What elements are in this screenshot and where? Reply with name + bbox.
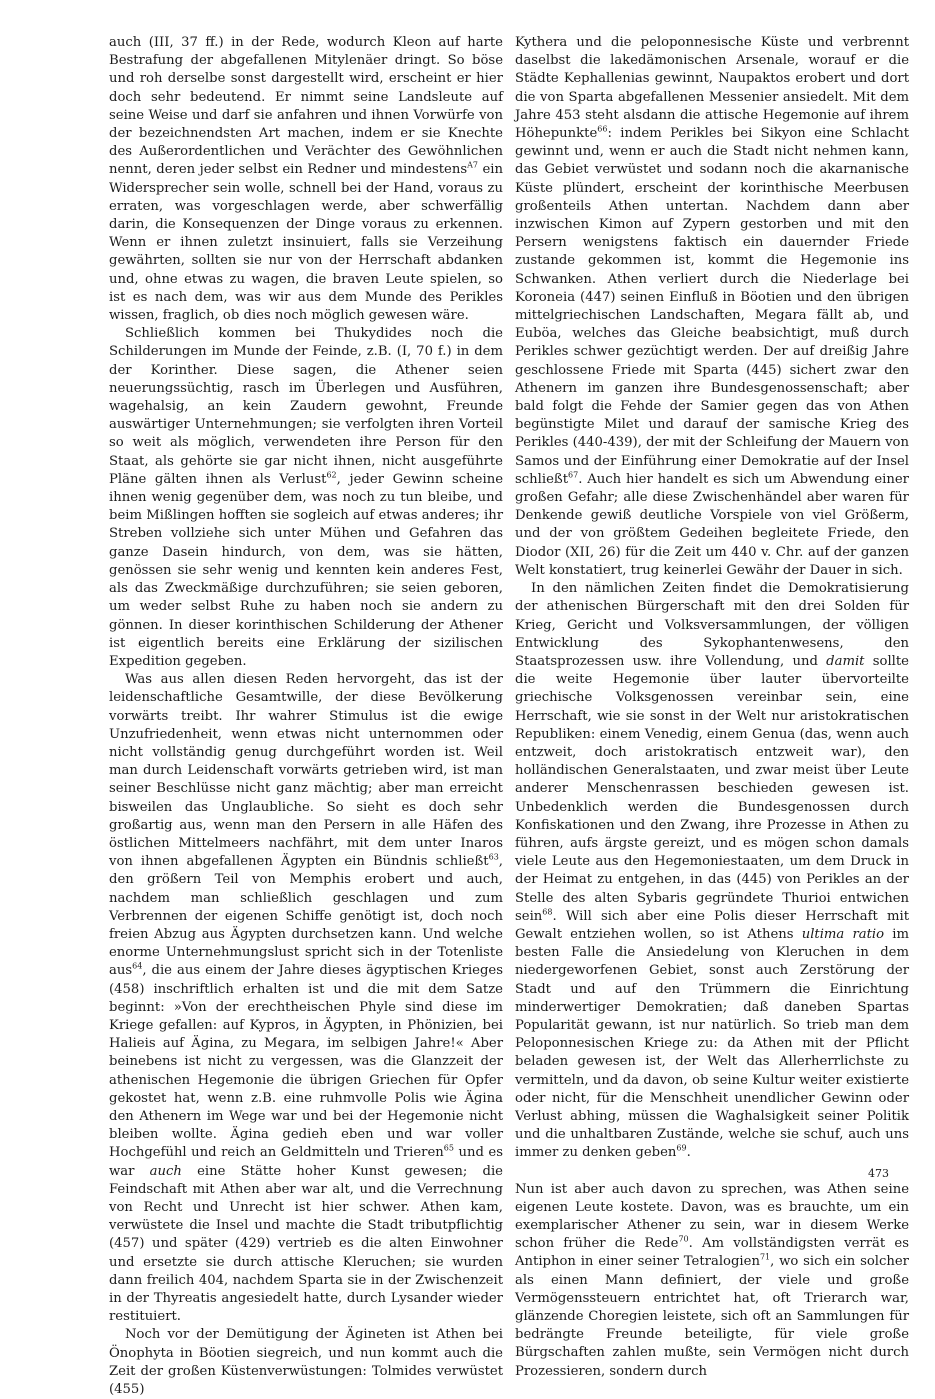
right-column (515, 34, 909, 1381)
text-run: Nun ist aber auch davon zu sprechen, was Athen seine eigenen Leute kostete. Davon, was es brauchte, um ein exemplarischer Athener zu sein, war in diesem Werke schon früher die Rede (515, 1181, 909, 1252)
footnote-marker: 71 (759, 1253, 771, 1263)
footnote-marker: 67 (568, 470, 579, 480)
footnote-marker: 63 (488, 852, 499, 862)
footnote-marker: 70 (678, 1234, 689, 1244)
text-run: im besten Falle die Ansiedelung von Kleruchen in dem niedergeworfenen Gebiet, sonst auch Zerstörung der Stadt und auf den Trümmern die Einrichtung minderwertiger Demokratien; daß daneben Spartas Popularität gewann, ist nur natürlich. So trieb man dem Peloponnesischen Kriege zu: da Athen mit der Pflicht beladen gewesen ist, der Welt das Allerherrlichste zu vermitteln, und da davon, ob seine Kultur weiter existierte oder nicht, für die Menschheit unendlicher Gewinn oder Verlust abhing, müssen die Waghalsigkeit seiner Politik und die unhaltbaren Zustände, welche sie schuf, auch uns immer zu denken geben (515, 926, 910, 1161)
left-column (109, 34, 503, 1399)
text-run: . Am vollständigsten verrät es Antiphon in einer seiner Tetralogien (515, 1236, 909, 1270)
paragraph (515, 1181, 909, 1381)
paragraph (109, 34, 503, 325)
text-run: eine Stätte hoher Kunst gewesen; die Feindschaft mit Athen aber war alt, und die Verrechnung von Recht und Unrecht ist hier schwer. Athen kam, verwüstete die Insel und machte die Stadt tributpflichtig (457) und später (429) vertrieb es die alten Einwohner und ersetzte sie durch attische Kleruchen; sie wurden dann freilich 404, nachdem Sparta sie in der Zwischenzeit in der Thyreatis angesiedelt hatte, durch Lysander wieder restituiert. (109, 1163, 503, 1325)
footnote-marker: 69 (676, 1144, 687, 1153)
text-run: sollte die weite Hegemonie über lauter übervorteilte griechische Volksgenossen vereinbar sein, eine Herrschaft, wie sie sonst in der Welt nur aristokratischen Republiken: einem Venedig, einem Genua (das, wenn auch entzweit, doch aristokratisch entzweit war), den holländischen Generalstaaten, und zwar meist über Leute anderer Menschenrassen beschieden gewesen ist. Unbedenklich werden die Bundesgenossen durch Konfiskationen und den Zwang, ihre Prozesse in Athen zu führen, aufs ärgste gereizt, und es mögen schon damals viele Leute aus den Hegemoniestaaten, um dem Druck in der Heimat zu entgehen, in das (445) von Perikles an der Stelle des alten Sybaris gegründete Thurioi entwichen sein (515, 653, 909, 924)
text-run: . (686, 1145, 691, 1161)
footnote-marker: 62 (326, 470, 337, 480)
text-run: , jeder Gewinn scheine ihnen wenig gegenüber dem, was noch zu tun bleibe, und beim Mißlingen hofften sie sogleich auf etwas anderes; ihr Streben vollziehe sich unter Mühen und Gefahren das ganze Dasein hindurch, von dem, was sie hätten, genössen sie sehr wenig und kennten kein anderes Fest, als das Zweckmäßige durchzuführen; sie seien geboren, um weder selbst Ruhe zu haben noch sie andern zu gönnen. In dieser korinthischen Schilderung der Athener ist eigentlich bereits eine Erklärung der sizilischen Expedition gegeben. (109, 471, 503, 669)
emphasis-text: ultima ratio (801, 926, 885, 942)
text-run: . Auch hier handelt es sich um Abwendung einer großen Gefahr; alle diese Zwischenhändel aber waren für Denkende gewiß deutliche Vorspiele von viel Größerm, und der von größtem Gedeihen begleitete Friede, den Diodor (XII, 26) für die Zeit um 440 v. Chr. auf der ganzen Welt konstatiert, trug keinerlei Gewähr der Dauer in sich. (515, 471, 909, 578)
paragraph (109, 1326, 503, 1399)
text-run: Was aus allen diesen Reden hervorgeht, das ist der leidenschaftliche Gesamtwille, der diese Bevölkerung vorwärts treibt. Ihr wahrer Stimulus ist die ewige Unzufriedenheit, wenn etwas nicht unternommen oder nicht vollständig genug durchgeführt worden ist. Weil man durch Leidenschaft vorwärts getrieben wird, ist man seiner Beschlüsse nicht ganz mächtig; aber man erreicht bisweilen das Unglaubliche. So sieht es doch sehr großartig aus, wenn man den Persern in alle Häfen des östlichen Mittelmeers nachfährt, mit dem unter Inaros von ihnen abgefallenen Ägypten ein Bündnis schließt (109, 672, 503, 870)
text-run: Noch vor der Demütigung der Ägineten ist Athen bei Önophyta in Böotien siegreich, und nun kommt auch die Zeit der großen Küstenverwüstungen: Tolmides verwüstet (455) (109, 1327, 503, 1398)
page-number: 473 (868, 1167, 889, 1180)
text-run: In den nämlichen Zeiten findet die Demokratisierung der athenischen Bürgerschaft mit den drei Solden für Krieg, Gericht und Volksversammlungen, der völligen Entwicklung des Sykophantenwesens, den Staatsprozessen usw. ihre Vollendung, und (515, 581, 909, 669)
text-run: Kythera und die peloponnesische Küste und verbrennt daselbst die lakedämonischen Arsenale, worauf er die Städte Kephallenias gewinnt, Naupaktos erobert und dort die von Sparta abgefallenen Messenier ansiedelt. Mit dem Jahre 453 steht alsdann die attische Hegemonie auf ihrem Höhepunkte (515, 35, 909, 142)
paragraph (109, 325, 503, 671)
text-run: , wo sich ein solcher als einen Mann definiert, der viele und große Vermögenssteuern entrichtet hat, oft Trierarch war, glänzende Choregien leistete, sich oft an Sammlungen für bedrängte Freunde beteiligte, für viele große Bürgschaften zahlen mußte, sein Vermögen nicht durch Prozessieren, sondern durch (515, 1254, 909, 1379)
paragraph (515, 34, 909, 580)
emphasis-text: auch (149, 1163, 182, 1179)
footnote-marker: A7 (467, 161, 478, 171)
footnote-marker: 65 (443, 1144, 454, 1153)
text-run: auch (III, 37 ff.) in der Rede, wodurch Kleon auf harte Bestrafung der abgefallenen Mitylenäer dringt. So böse und roh derselbe sonst dargestellt wird, erscheint er hier doch sehr bedeutend. Er nimmt seine Landsleute auf seine Weise und darf sie anfahren und ihnen Vorwürfe von der bezeichnendsten Art machen, indem er sie Knechte des Außerordentlichen und Verächter des Gewöhnlichen nennt, deren jeder selbst ein Redner und mindestens (109, 35, 503, 178)
text-run: und es war (109, 1145, 503, 1179)
text-run: : indem Perikles bei Sikyon eine Schlacht gewinnt und, wenn er auch die Stadt nicht nehmen kann, das Gebiet verwüstet und sodann noch die akarnanische Küste plündert, erscheint der korinthische Meerbusen großenteils Athen untertan. Nachdem dann aber inzwischen Kimon auf Zypern gestorben und mit den Persern wenigstens faktisch ein dauernder Friede zustande gekommen ist, kommt die Hegemonie ins Schwanken. Athen verliert durch die Niederlage bei Koroneia (447) seinen Einfluß in Böotien und den übrigen mittelgriechischen Landschaften, Megara fällt ab, und Euböa, welches das Gleiche beabsichtigt, muß durch Perikles schwer gezüchtigt werden. Der auf dreißig Jahre geschlossene Friede mit Sparta (445) sichert zwar den Athenern im ganzen ihre Bundesgenossenschaft; aber bald folgt die Fehde der Samier gegen das von Athen begünstigte Milet und darauf der samische Krieg des Perikles (440-439), der mit der Schleifung der Mauern von Samos und der Einführung einer Demokratie auf der Insel schließt (515, 126, 909, 487)
text-run: , die aus einem der Jahre dieses ägyptischen Krieges (458) inschriftlich erhalten ist und die mit dem Satze beginnt: »Von der erechtheischen Phyle sind diese im Kriege gefallen: auf Kypros, in Ägypten, in Phönizien, bei Halieis auf Ägina, zu Megara, im selbigen Jahre!« Aber beinebens ist nicht zu vergessen, was die Glanzzeit der athenischen Hegemonie die übrigen Griechen für Opfer gekostet hat, wenn z.B. eine ruhmvolle Polis wie Ägina den Athenern im Wege war und bei der Hegemonie nicht bleiben wollte. Ägina gedieh eben und war voller Hochgefühl und reich an Geldmitteln und Trieren (109, 963, 503, 1161)
text-run: Schließlich kommen bei Thukydides noch die Schilderungen im Munde der Feinde, z.B. (I, 70 f.) in dem der Korinther. Diese sagen, die Athener seien neuerungssüchtig, rasch im Überlegen und Ausführen, wagehalsig, an kein Zaudern gewohnt, Freunde auswärtiger Unternehmungen; sie verfolgten ihren Vorteil so weit als möglich, verwendeten ihre Person für den Staat, als gehörte sie gar nicht ihnen, nicht ausgeführte Pläne gälten ihnen als Verlust (109, 326, 503, 487)
footnote-marker: 66 (597, 124, 608, 134)
footnote-marker: 64 (132, 961, 143, 971)
paragraph (515, 580, 909, 1163)
text-run: , den größern Teil von Memphis erobert und auch, nachdem man schließlich geschlagen und zum Verbrennen der eigenen Schiffe genötigt ist, doch noch freien Abzug aus Ägypten durchsetzen kann. Und welche enorme Unternehmungslust spricht sich in der Totenliste aus (109, 854, 503, 979)
text-run: ein Widersprecher sein wolle, schnell bei der Hand, voraus zu erraten, was vorgeschlagen werde, aber schwerfällig darin, die Konsequenzen der Dinge voraus zu erkennen. Wenn er ihnen zuletzt insinuiert, falls sie Verzeihung gewährten, sollten sie nur von der Herrschaft abdanken und, ohne etwas zu wagen, die braven Leute spielen, so ist es nach dem, was wir aus dem Munde des Perikles wissen, fraglich, ob dies noch möglich gewesen wäre. (109, 162, 503, 324)
footnote-marker: 68 (542, 907, 553, 917)
emphasis-text: damit (826, 653, 865, 669)
text-run: . Will sich aber eine Polis dieser Herrschaft mit Gewalt entziehen wollen, so ist Athens (515, 908, 909, 942)
paragraph (109, 671, 503, 1326)
